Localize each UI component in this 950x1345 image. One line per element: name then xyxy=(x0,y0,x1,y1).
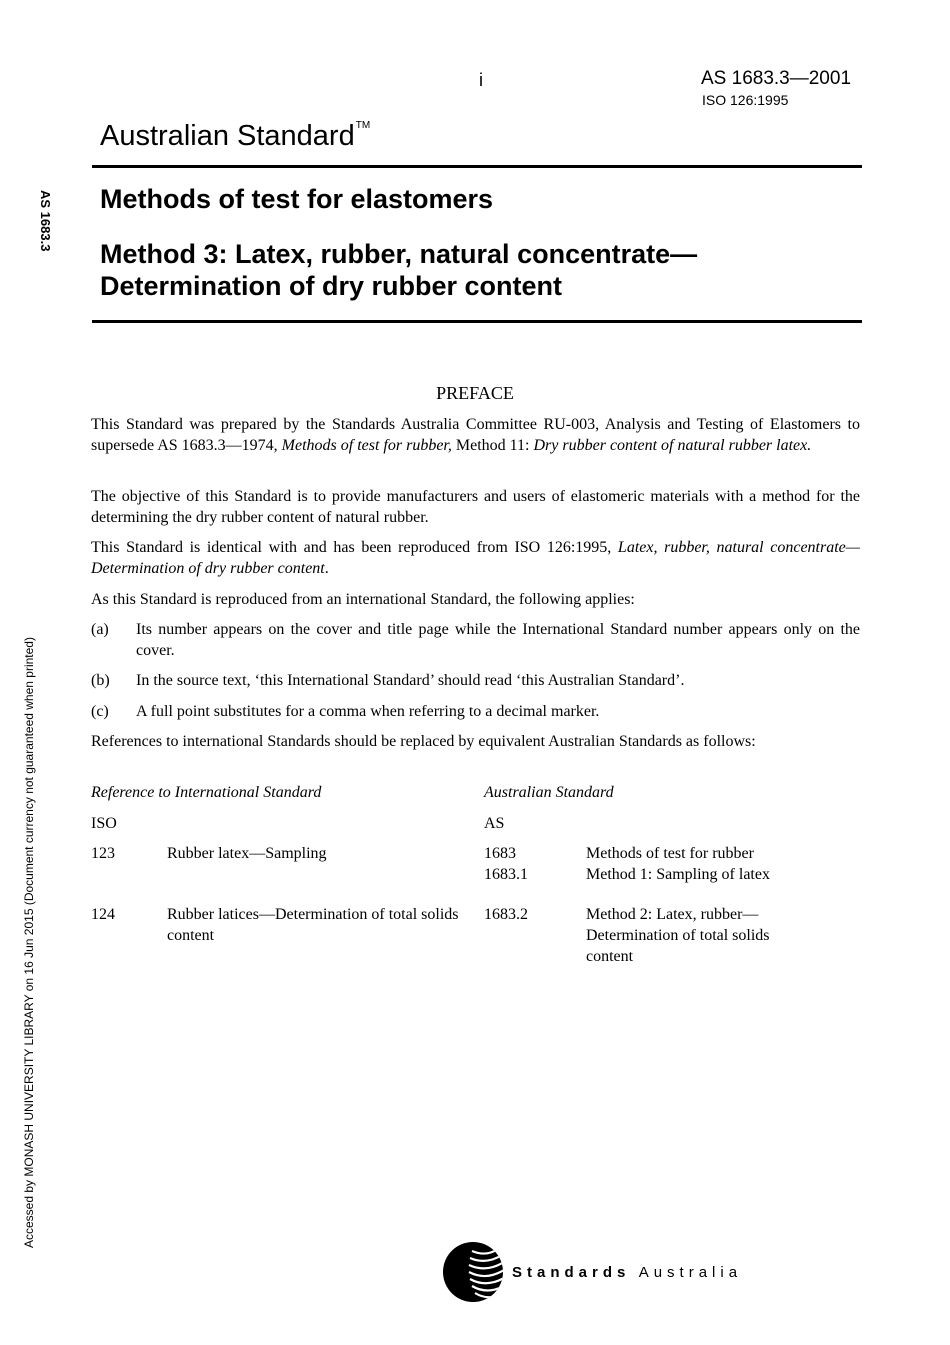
list-marker: (b) xyxy=(91,672,110,689)
main-title: Methods of test for elastomers xyxy=(100,184,494,214)
p3-end: . xyxy=(324,560,329,577)
p1-method-title: Dry rubber content of natural rubber latex. xyxy=(533,437,812,454)
iso-label: ISO xyxy=(91,815,117,832)
row-1-as-titles xyxy=(586,843,846,885)
sub-title xyxy=(100,238,820,302)
p1-citation: Methods of test for rubber, xyxy=(281,437,452,454)
logo-word-australia: Australia xyxy=(638,1264,743,1281)
sub-title-line-1: Method 3: Latex, rubber, natural concentrate— xyxy=(100,239,698,269)
title-rule-top xyxy=(92,165,862,168)
p1-text-method: Method 11: xyxy=(451,437,534,454)
brand-title xyxy=(100,120,370,153)
list-text: A full point substitutes for a comma when referring to a decimal marker. xyxy=(136,703,600,720)
p1-text: This Standard was prepared by the Standards Australia Committee RU-003, Analysis and Testing of Elastomers to supersede AS 1683.3—1974, xyxy=(91,416,860,454)
side-label: AS 1683.3 xyxy=(38,190,53,252)
trademark-mark: TM xyxy=(355,120,371,132)
preface-paragraph-2: The objective of this Standard is to provide manufacturers and users of elastomeric materials with a method for the determining the dry rubber content of natural rubber. xyxy=(91,488,860,526)
page-number: i xyxy=(479,70,483,90)
row-2-iso-number: 124 xyxy=(91,906,115,923)
brand-name: Australian Standard xyxy=(100,120,355,152)
list-text: In the source text, ‘this International Standard’ should read ‘this Australian Standard’. xyxy=(136,672,685,689)
column-header-international-text: Reference to International Standard xyxy=(91,784,322,801)
iso-number: ISO 126:1995 xyxy=(702,92,789,108)
preface-paragraph-5: References to international Standards should be replaced by equivalent Australian Standards as follows: xyxy=(91,733,756,750)
row-1-as-numbers xyxy=(484,843,528,885)
list-text: Its number appears on the cover and title page while the International Standard number appears only on the cover. xyxy=(136,621,860,659)
row-1-iso-number: 123 xyxy=(91,845,115,862)
row-2-as-number: 1683.2 xyxy=(484,906,528,923)
list-marker: (a) xyxy=(91,621,109,638)
list-item-b xyxy=(91,670,860,691)
preface-paragraph-3 xyxy=(91,537,860,579)
preface-paragraph-4: As this Standard is reproduced from an international Standard, the following applies: xyxy=(91,591,635,608)
sub-title-line-2: Determination of dry rubber content xyxy=(100,271,563,301)
p3-text: This Standard is identical with and has been reproduced from ISO 126:1995, xyxy=(91,539,618,556)
access-notice: Accessed by MONASH UNIVERSITY LIBRARY on 16 Jun 2015 (Document currency not guaranteed when printed) xyxy=(22,637,36,1248)
standard-number: AS 1683.3—2001 xyxy=(701,68,852,89)
column-header-australian-text: Australian Standard xyxy=(484,784,614,801)
row-2-iso-title: Rubber latices—Determination of total solids content xyxy=(167,906,459,944)
row-1-iso-title: Rubber latex—Sampling xyxy=(167,845,327,862)
standards-australia-logo-icon xyxy=(442,1241,504,1303)
logo-wordmark xyxy=(512,1264,742,1281)
row-1-as-title-2: Method 1: Sampling of latex xyxy=(586,866,770,883)
preface-heading: PREFACE xyxy=(436,383,514,403)
preface-paragraph-1 xyxy=(91,414,860,456)
list-item-a xyxy=(91,619,860,661)
p3-citation: Latex, rubber, natural concentrate—Determination of dry rubber content xyxy=(91,539,860,577)
column-header-australian xyxy=(484,782,614,803)
row-2-as-title: Method 2: Latex, rubber—Determination of total solids content xyxy=(586,906,770,965)
title-rule-bottom xyxy=(92,320,862,323)
logo-word-standards: Standards xyxy=(512,1264,631,1281)
row-1-as-number-1: 1683 xyxy=(484,845,516,862)
column-header-international xyxy=(91,782,321,803)
row-1-as-number-2: 1683.1 xyxy=(484,866,528,883)
list-marker: (c) xyxy=(91,703,109,720)
list-item-c xyxy=(91,701,860,722)
row-1-as-title-1: Methods of test for rubber xyxy=(586,845,754,862)
as-label: AS xyxy=(484,815,505,832)
